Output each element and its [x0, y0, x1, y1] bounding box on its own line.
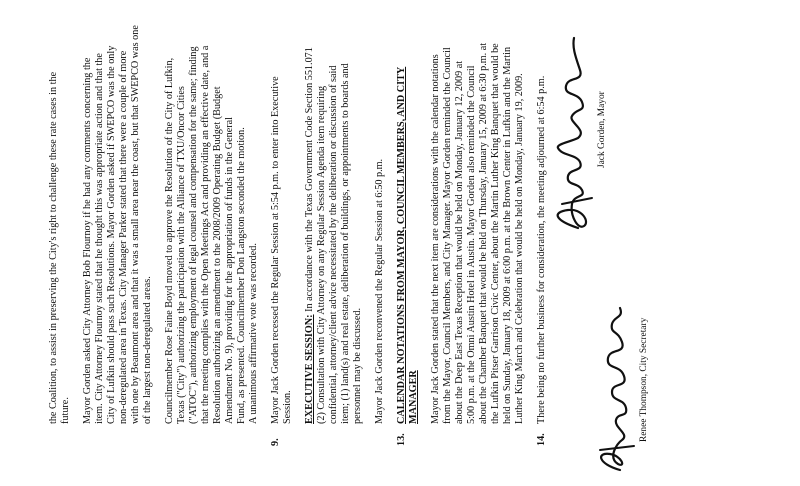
text-line: In accordance with the Texas Government Code Section 551.071	[304, 47, 315, 312]
mayor-signature	[548, 34, 598, 234]
text-line: item; (1) land(s) and real estate, deliberation of buildings, or appointments to boards and	[340, 63, 351, 424]
item-number: 13.	[396, 433, 407, 446]
text-line: Councilmember Rose Faine Boyd moved to approve the Resolution of the City of Lufkin,	[164, 57, 175, 424]
item-number: 14.	[536, 433, 547, 446]
text-line: the Coalition, to assist in preserving the City's right to challenge these rate cases in the	[48, 71, 59, 424]
text-line: Luther King March and Celebration that would be held on Monday, January 19, 2009.	[514, 73, 525, 424]
calendar-heading: MANAGER	[408, 370, 419, 424]
adjourn-text: There being no further business for consideration, the meeting adjourned at 6:54 p.m.	[536, 75, 547, 424]
text-line: ("ATOC"), authorizing employment of legal counsel and compensation for the same; finding	[188, 46, 199, 424]
text-line: Mayor Gorden asked City Attorney Bob Flournoy if he had any comments concerning the	[82, 57, 93, 424]
exec-session-first-line	[304, 47, 316, 424]
text-line: that the meeting complies with the Open Meetings Act and providing an effective date, and a	[200, 45, 211, 424]
item-number: 9.	[270, 438, 281, 446]
mayor-name: Jack Gorden, Mayor	[597, 91, 607, 168]
text-line: from the Mayor, Council Members, and City Manager. Mayor Gorden reminded the Council	[442, 47, 453, 424]
text-line: confidential, attorney/client advice necessitated by the deliberation or discussion of said	[328, 65, 339, 424]
text-line: about the Deep East Texas Reception that would be held on Monday, January 12, 2009 at	[454, 60, 465, 424]
text-line: Session.	[282, 390, 293, 424]
reconvene-text: Mayor Jack Gorden reconvened the Regular Session at 6:50 p.m.	[374, 158, 385, 424]
text-line: non-deregulated area in Texas. City Manager Parker stated that there were a couple of more	[118, 50, 129, 424]
exec-session-heading: EXECUTIVE SESSION:	[304, 314, 315, 424]
text-line: Amendment No. 9), providing for the appropriation of funds in the General	[224, 117, 235, 424]
text-line: Mayor Jack Gorden stated that the next item are considerations with the calendar notations	[430, 54, 441, 424]
text-line: A unanimous affirmative vote was recorded.	[248, 243, 259, 424]
secretary-signature	[592, 304, 638, 474]
text-line: the Lufkin Pitser Garrison Civic Center, about the Martin Luther King Banquet that would be	[490, 43, 501, 424]
calendar-heading: CALENDAR NOTATIONS FROM MAYOR, COUNCIL MEMBERS, AND CITY	[396, 66, 407, 424]
text-line: with one by Beaumont area and that it was a small area near the coast, but that SWEPCO was one	[130, 25, 141, 424]
text-line: 5:00 p.m. at the Omni Austin Hotel in Austin. Mayor Gorden also reminded the Council	[466, 65, 477, 424]
text-line: (2) Consultation with City Attorney on any Regular Session Agenda item requiring	[316, 85, 327, 424]
text-line: Fund, as presented. Councilmember Don Langston seconded the motion.	[236, 127, 247, 424]
text-line: Resolution authorizing an amendment to the 2008/2009 Operating Budget (Budget	[212, 86, 223, 424]
text-line: Mayor Jack Gorden recessed the Regular Session at 5:54 p.m. to enter into Executive	[270, 76, 281, 424]
text-line: held on Sunday, January 18, 2009 at 6:00 p.m. at the Brown Center in Lufkin and the Martin	[502, 46, 513, 424]
text-line: item. City Attorney Flournoy stated that he thought this was appropriate action and that the	[94, 53, 105, 424]
text-line: personnel may be discussed.	[352, 308, 363, 424]
text-line: City of Lufkin should pass such Resolutions. Mayor Gorden asked if SWEPCO was the only	[106, 45, 117, 424]
text-line: Texas ("City") authorizing the participation with the Alliance of TXU/Oncor Cities	[176, 86, 187, 424]
text-line: about the Chamber Banquet that would be held on Thursday, January 15, 2009 at 6:30 p.m. at	[478, 42, 489, 424]
secretary-name: Renee Thompson, City Secretary	[639, 317, 649, 442]
text-line: future.	[60, 397, 71, 424]
text-line: of the largest non-deregulated areas.	[142, 276, 153, 424]
